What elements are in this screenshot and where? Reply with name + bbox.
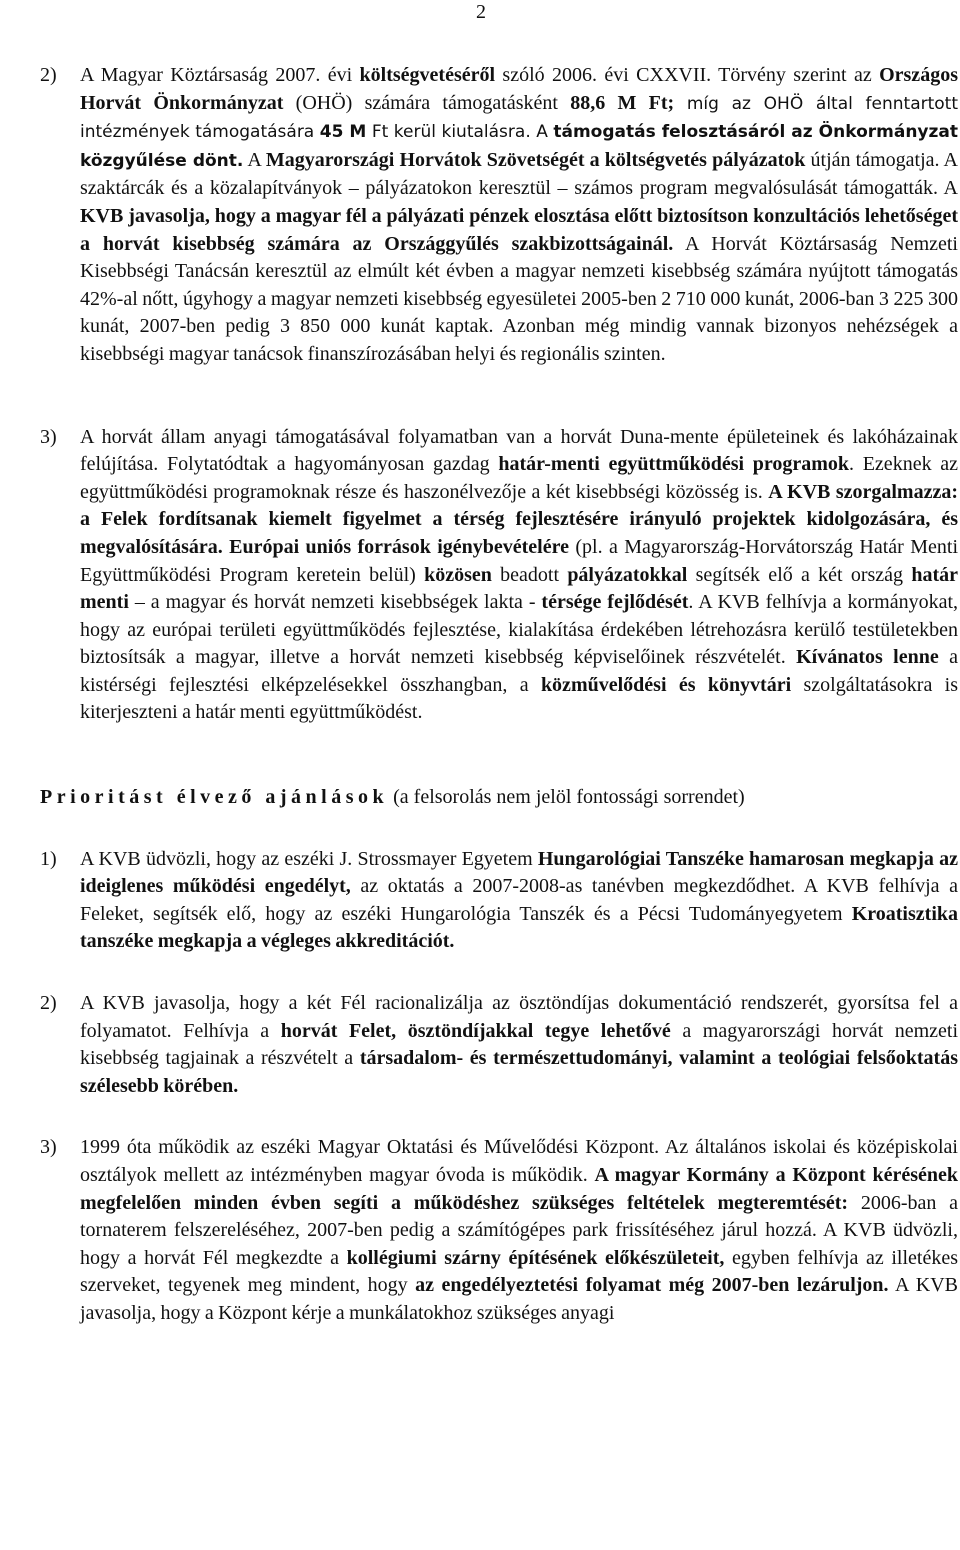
- body-text: A KVB javasolja, hogy a Központ kérje a munkálatokhoz szükséges anyagi: [80, 1274, 958, 1324]
- body-text: az oktatás a 2007-2008-as tanévben megkezdődhet. A KVB felhívja a Feleket, segítsék elő, hogy az eszéki Hungarológia Tanszék és a Pécsi Tudományegyetem: [80, 875, 958, 925]
- emphasized-text: közművelődési és könyvtári: [540, 673, 792, 696]
- page-number: 2: [476, 1, 486, 23]
- emphasized-text: KVB javasolja, hogy a magyar fél a pályázati pénzek elosztása előtt biztosítson konzultációs lehetőséget a horvát kisebbség számára az Országgyűlés szakbizottságainál.: [80, 204, 958, 255]
- emphasized-text: Országos Horvát Önkormányzat: [80, 64, 958, 114]
- body-text: a magyarországi horvát nemzeti kisebbség tagjainak a részvételt a: [80, 1019, 958, 1070]
- emphasized-text: közösen: [424, 563, 492, 586]
- emphasized-text: 88,6 M Ft;: [570, 91, 675, 114]
- emphasized-text: határ menti: [80, 563, 958, 614]
- paragraph-cross-border: [40, 424, 960, 728]
- body-text: A KVB üdvözli, hogy az eszéki J. Strossmayer Egyetem: [80, 847, 538, 870]
- paragraph-number: 2): [40, 64, 57, 86]
- emphasized-text: Kívánatos lenne: [796, 646, 939, 669]
- paragraph-number: 2): [40, 992, 57, 1015]
- body-text: 1999 óta működik az eszéki Magyar Oktatási és Művelődési Központ. Az általános iskolai és középiskolai osztályok mellett az intézményben magyar óvoda is működik.: [80, 1136, 958, 1186]
- emphasized-text: A magyar Kormány a Központ kérésének megfelelően minden évben segíti a működéshez szükséges feltételek megteremtését:: [80, 1164, 958, 1214]
- paragraph-text: [80, 62, 958, 369]
- body-text: (OHÖ) számára támogatásként: [283, 91, 571, 114]
- body-text: 2006-ban a tornaterem felszereléséhez, 2007-ben pedig a számítógépes park frissítéséhez járul hozzá. A KVB üdvözli, hogy a horvát Fél megkezdte a: [80, 1191, 958, 1269]
- priorities-heading: [40, 784, 960, 812]
- emphasized-text: A KVB szorgalmazza: a Felek fordítsanak kiemelt figyelmet a térség fejlesztésére irányuló projektek kidolgozására, és megvalósítására. Európai uniós források igénybevételére: [80, 480, 958, 558]
- priority-item-hungarology: [40, 846, 960, 956]
- body-text: szolgáltatásokra is kiterjeszteni a határ menti együttműködést.: [80, 673, 958, 724]
- emphasized-text: határ-menti együttműködési programok: [498, 453, 850, 476]
- emphasized-text: kollégiumi szárny építésének előkészületeit,: [346, 1246, 725, 1269]
- body-text: beadott: [491, 563, 568, 586]
- emphasized-text: az engedélyeztetési folyamat még 2007-ben lezáruljon.: [415, 1274, 889, 1297]
- emphasized-text: támogatás felosztásáról az Önkormányzat közgyűlése dönt.: [80, 122, 959, 171]
- paragraph-number: 3): [40, 425, 57, 448]
- body-text: A: [243, 148, 266, 171]
- paragraph-number: 1): [40, 847, 57, 870]
- body-text: A KVB javasolja, hogy a két Fél racionalizálja az ösztöndíjas dokumentáció rendszerét, gyorsítsa fel a folyamatot. Felhívja a: [80, 992, 958, 1042]
- paragraph-text: [80, 1134, 958, 1327]
- emphasized-text: Hungarológiai Tanszéke hamarosan megkapja az ideiglenes működési engedélyt,: [80, 847, 958, 898]
- document-body: [40, 62, 960, 1328]
- body-text: (pl. a Magyarország-Horvátország Határ Menti Együttműködési Program keretein belül): [80, 535, 958, 586]
- body-text: útján támogatja. A szaktárcák és a közalapítványok – pályázatokon keresztül – számos program megvalósulását támogatták. A: [80, 148, 958, 200]
- body-text: A Horvát Köztársaság Nemzeti Kisebbségi Tanácsán keresztül az elmúlt két évben a magyar nemzeti kisebbség számára nyújtott támogatás 42%-al nőtt, úgyhogy a magyar nemzeti kisebbség egyesületei 2005-ben 2 710 000 kunát, 2006-ban 3 225 300 kunát, 2007-ben pedig 3 850 000 kunát kaptak. Azonban még mindig vannak bizonyos nehézségek a kisebbségi magyar tanácsok finanszírozásában helyi és regionális szinten.: [80, 232, 958, 365]
- body-text: szóló 2006. évi CXXVII. Törvény szerint az: [495, 64, 880, 86]
- paragraph-text: [80, 846, 958, 956]
- body-text: Ft kerül kiutalásra. A: [366, 122, 554, 143]
- body-text: . A KVB felhívja a kormányokat, hogy az európai területi együttműködés fejlesztése, kialakítása érdekében létrehozásra kerülő testületekben biztosítsák a magyar, illetve a horvát nemzeti kisebbség képviselőinek részvételét.: [80, 591, 959, 669]
- emphasized-text: pályázatokkal: [567, 563, 688, 586]
- emphasized-text: költségvetéséről: [359, 64, 496, 86]
- emphasized-text: társadalom- és természettudományi, valamint a teológiai felsőoktatás szélesebb körében.: [80, 1047, 958, 1097]
- paragraph-budget-2007: [40, 62, 960, 369]
- priority-item-scholarships: [40, 990, 960, 1100]
- body-text: a kistérségi fejlesztési elképzelésekkel összhangban, a: [80, 646, 959, 696]
- paragraph-text: [80, 424, 958, 728]
- body-text: míg az OHÖ által fenntartott intézmények támogatására: [80, 93, 958, 143]
- priorities-heading-title: Prioritást élvező ajánlások: [40, 786, 389, 809]
- priorities-heading-note: (a felsorolás nem jelöl fontossági sorrendet): [393, 786, 745, 809]
- emphasized-text: Kroatisztika tanszéke megkapja a végleges akkreditációt.: [80, 902, 958, 953]
- priority-item-education-center: [40, 1134, 960, 1327]
- body-text: A Magyar Köztársaság 2007. évi: [80, 64, 360, 86]
- emphasized-text: térsége fejlődését: [541, 591, 689, 614]
- body-text: segítsék elő a két ország: [687, 563, 912, 586]
- body-text: egyben felhívja az illetékes szerveket, tegyenek meg mindent, hogy: [80, 1246, 958, 1297]
- emphasized-text: 45 M: [319, 122, 367, 143]
- body-text: – a magyar és horvát nemzeti kisebbségek lakta -: [128, 591, 542, 614]
- body-text: . Ezeknek az együttműködési programoknak része és haszonélvezője a két kisebbségi közösség is.: [80, 453, 959, 503]
- paragraph-text: [80, 990, 958, 1100]
- emphasized-text: horvát Felet, ösztöndíjakkal tegye lehetővé: [280, 1019, 671, 1042]
- emphasized-text: Magyarországi Horvátok Szövetségét a költségvetés pályázatok: [265, 148, 806, 171]
- body-text: A horvát állam anyagi támogatásával folyamatban van a horvát Duna-mente épületeinek és lakóházainak felújítása. Folytatódtak a hagyományosan gazdag: [80, 425, 958, 476]
- paragraph-number: 3): [40, 1136, 57, 1159]
